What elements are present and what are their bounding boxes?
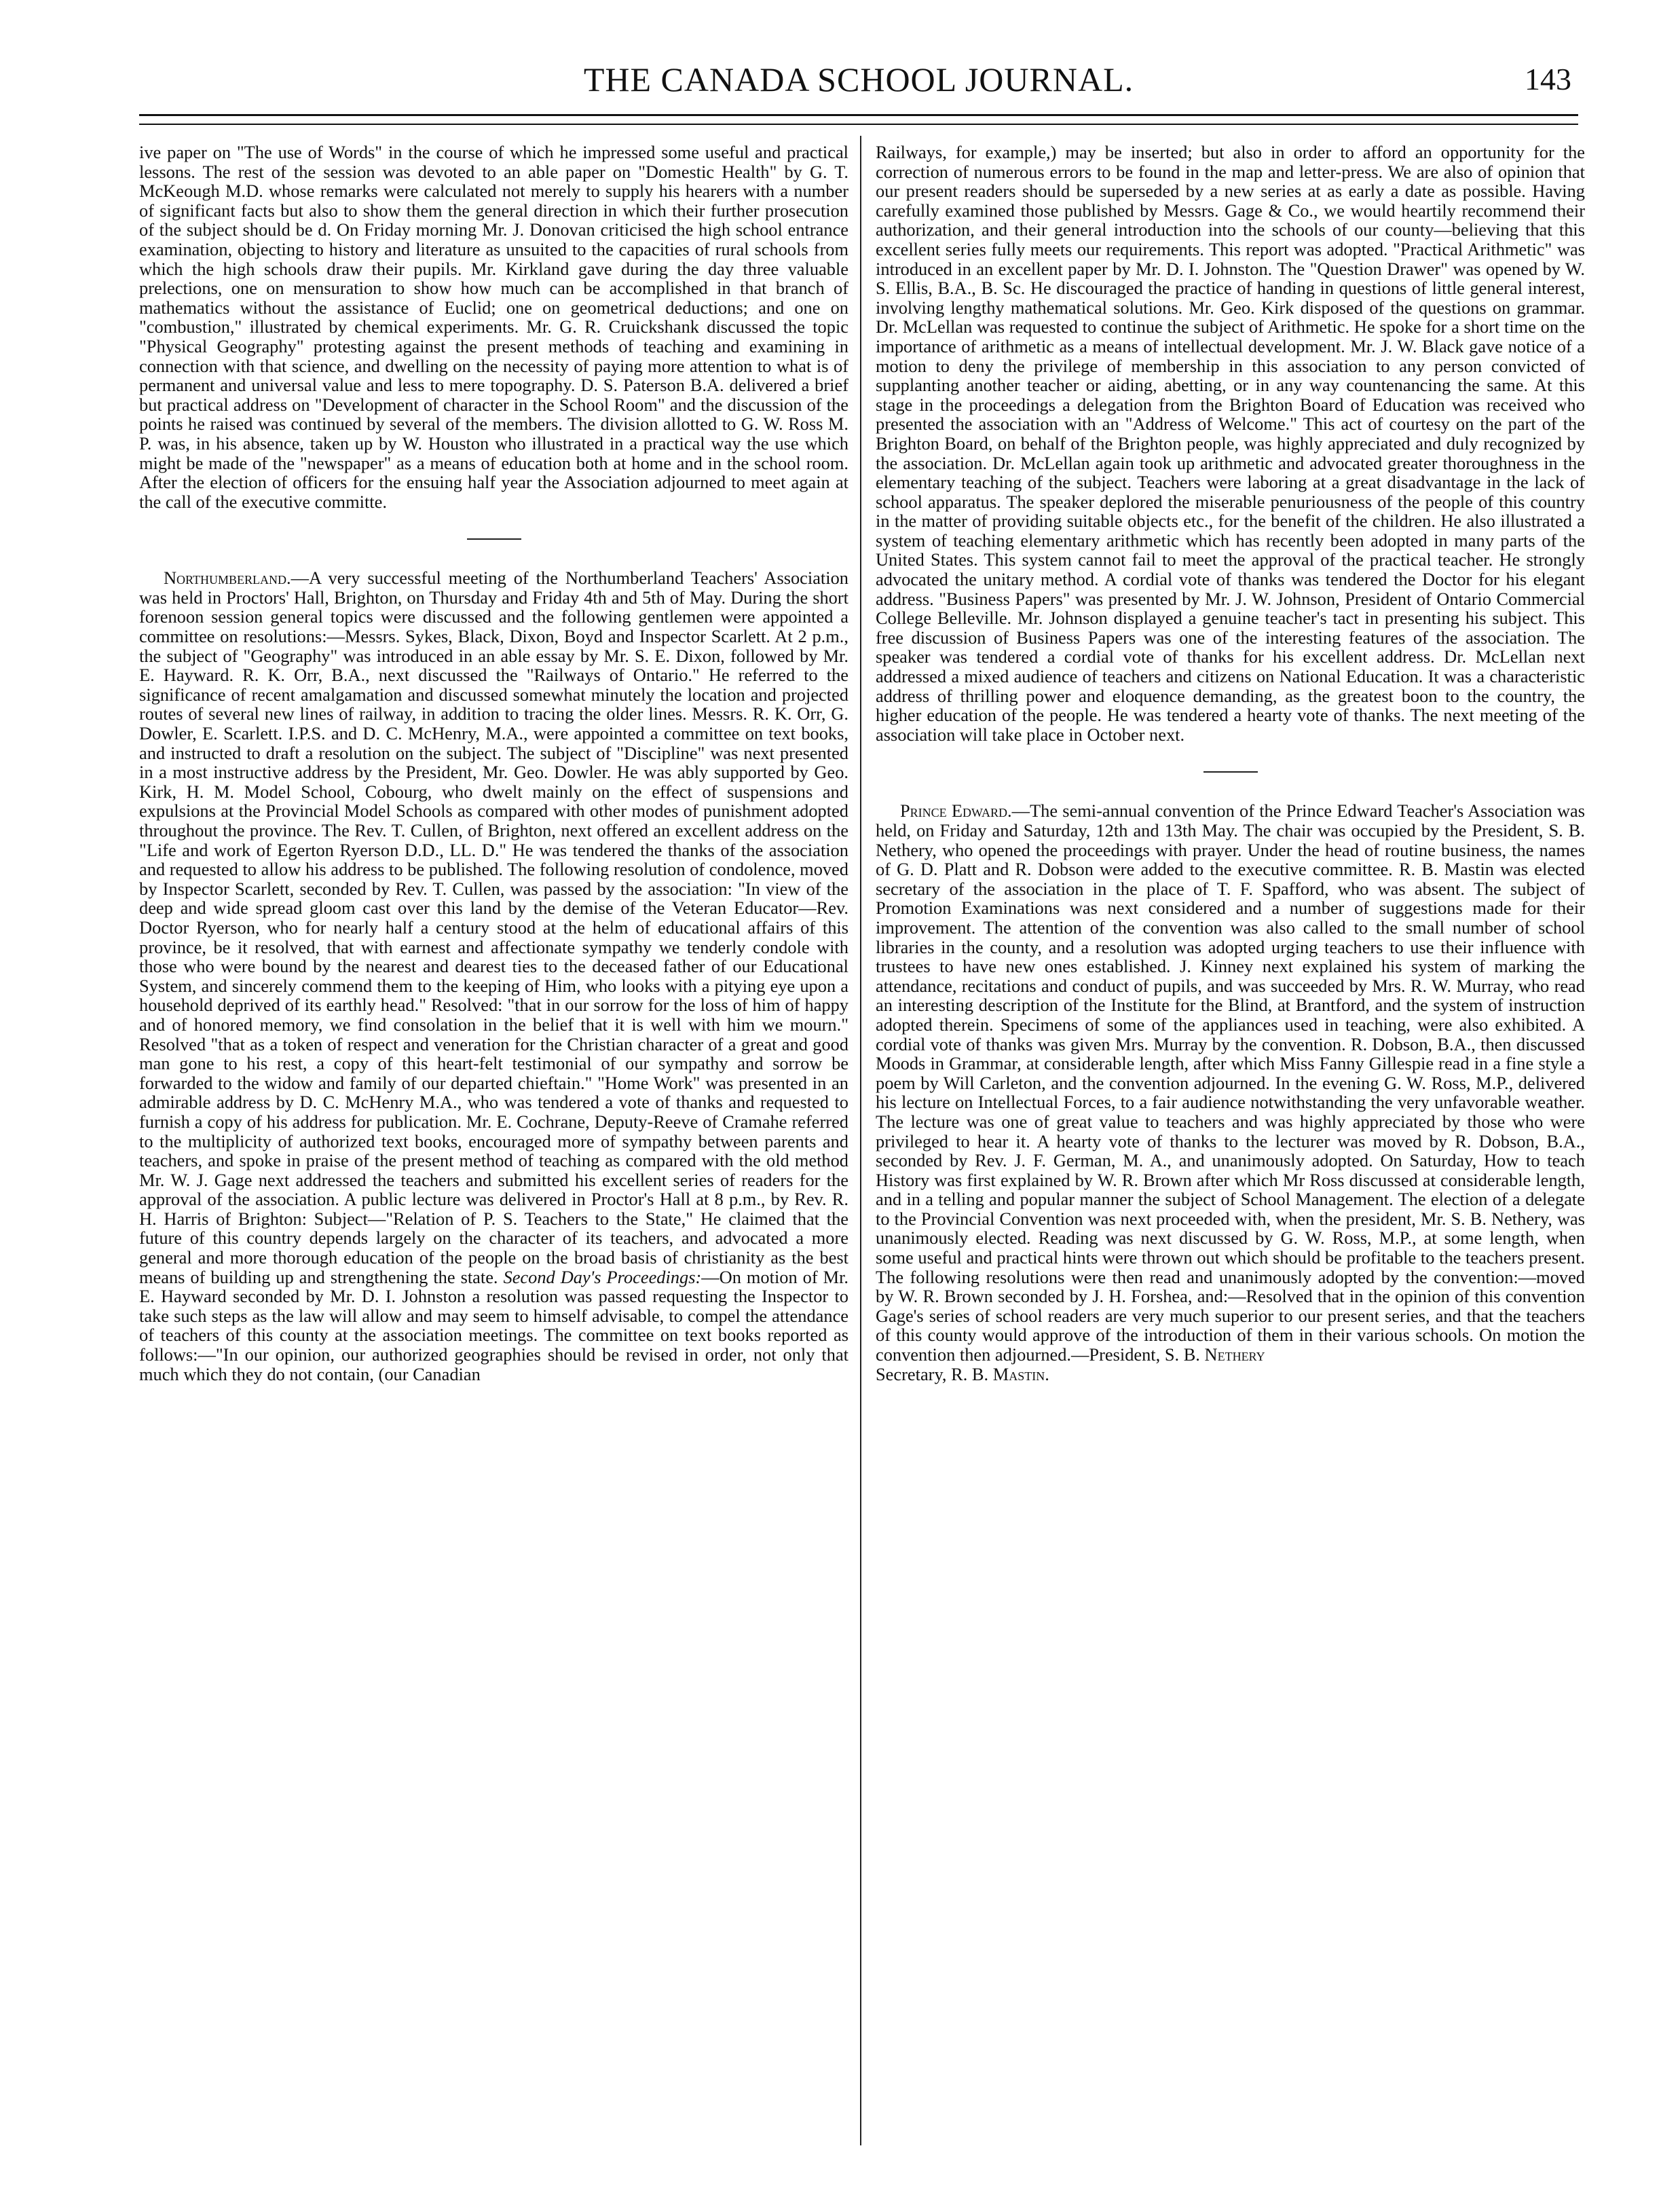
left-column xyxy=(139,143,848,2159)
journal-title: THE CANADA SCHOOL JOURNAL. xyxy=(583,60,1134,98)
header-rule xyxy=(139,114,1578,116)
page-number: 143 xyxy=(1525,62,1571,96)
section-separator-right xyxy=(1203,771,1258,773)
right-column xyxy=(876,143,1585,2159)
paragraph-text: —A very successful meeting of the Northumberland Teachers' Association was held in Proctors' Hall, Brighton, on Thursday and Friday 4th and 5th of May. During the short forenoon session general topics were discussed and the following gentlemen were appointed a committee on resolutions:—Messrs. Sykes, Black, Dixon, Boyd and Inspector Scarlett. At 2 p.m., the subject of "Geography" was introduced in an able essay by Mr. S. E. Dixon, followed by Mr. E. Hayward. R. K. Orr, B.A., next discussed the "Railways of Ontario." He referred to the significance of recent amalgamation and discussed somewhat minutely the location and projected routes of several new lines of railway, in addition to tracing the older lines. Messrs. R. K. Orr, G. Dowler, E. Scarlett. I.P.S. and D. C. McHenry, M.A., were appointed a committee on text books, and instructed to draft a resolution on the subject. The subject of "Discipline" was next presented in a most instructive address by the President, Mr. Geo. Dowler. He was ably supported by Geo. Kirk, H. M. Model School, Cobourg, who dwelt mainly on the effect of suspensions and expulsions at the Provincial Model Schools as compared with other modes of punishment adopted throughout the province. The Rev. T. Cullen, of Brighton, next offered an excellent address on the "Life and work of Egerton Ryerson D.D., LL. D." He was tendered the thanks of the association and requested to allow his address to be published. The following resolution of condolence, moved by Inspector Scarlett, seconded by Rev. T. Cullen, was passed by the association: "In view of the deep and wide spread gloom cast over this land by the demise of the Veteran Educator—Rev. Doctor Ryerson, who for nearly half a century stood at the helm of educational affairs of this province, be it resolved, that with earnest and affectionate sympathy we tenderly condole with those who were bound by the nearest and dearest ties to the deceased father of our Educational System, and sincerely commend them to the keeping of Him, who looks with a pitying eye upon a household deprived of its earthly head." Resolved: "that in our sorrow for the loss of him of happy and of honored memory, we find consolation in the belief that it is well with him we mourn." Resolved "that as a token of respect and veneration for the Christian character of a great and good man gone to his rest, a copy of this heart-felt testimonial of our sympathy and sorrow be forwarded to the widow and family of our departed chieftain." "Home Work" was presented in an admirable address by D. C. McHenry M.A., who was tendered a vote of thanks and requested to furnish a copy of his address for publication. Mr. E. Cochrane, Deputy-Reeve of Cramahe referred to the multiplicity of authorized text books, encouraged more of sympathy between parents and teachers, and spoke in praise of the present method of teaching as compared with the old method Mr. W. J. Gage next addressed the teachers and submitted his excellent series of readers for the approval of the association. A public lecture was delivered in Proctor's Hall at 8 p.m., by Rev. R. H. Harris of Brighton: Subject—"Relation of P. S. Teachers to the State," He claimed that the future of this country depends largely on the character of its teachers, and advocated a more general and more thorough education of the people on the broad basis of christianity as the best means of building up and strengthening the state. xyxy=(139,568,848,1287)
signature-secretary: Mastin. xyxy=(992,1363,1049,1384)
section-separator xyxy=(467,538,521,540)
header-rule-thin xyxy=(139,124,1578,125)
paragraph-northumberland xyxy=(139,568,848,1384)
paragraph-continued-right: Railways, for example,) may be inserted; but also in order to afford an opportunity for the correction of numerous errors to be found in the map and letter-press. We are also of opinion that our present readers should be superseded by a new series at as early a date as possible. Having carefully examined those published by Messrs. Gage & Co., we would heartily recommend their authorization, and their general introduction into the schools of our county—believing that this excellent series fully meets our requirements. This report was adopted. "Practical Arithmetic" was introduced in an excellent paper by Mr. D. I. Johnston. The "Question Drawer" was opened by W. S. Ellis, B.A., B. Sc. He discouraged the practice of handing in questions of little general interest, involving lengthy mathematical solutions. Mr. Geo. Kirk disposed of the questions on grammar. Dr. McLellan was requested to continue the subject of Arithmetic. He spoke for a short time on the importance of arithmetic as a means of intellectual development. Mr. J. W. Black gave notice of a motion to deny the privilege of membership in this association to any person convicted of supplanting another teacher or aiding, abetting, or in any way countenancing the same. At this stage in the proceedings a delegation from the Brighton Board of Education was received who presented the association with an "Address of Welcome." This act of courtesy on the part of the Brighton Board, on behalf of the Brighton people, was highly appreciated and duly recognized by the association. Dr. McLellan again took up arithmetic and advocated greater thoroughness in the elementary teaching of the subject. Teachers were laboring at a great disadvantage in the lack of school apparatus. The speaker deplored the miserable penuriousness of the people of this country in the matter of providing suitable objects etc., for the benefit of the children. He also illustrated a system of teaching elementary arithmetic which has recently been adopted in many parts of the United States. This system cannot fail to meet the approval of the practical teacher. He strongly advocated the unitary method. A cordial vote of thanks was tendered the Doctor for his elegant address. "Business Papers" was presented by Mr. J. W. Johnson, President of Ontario Commercial College Belleville. Mr. Johnson displayed a genuine teacher's tact in presenting his subject. This free discussion of Business Papers was one of the interesting features of the association. The speaker was tendered a cordial vote of thanks for his excellent address. Dr. McLellan next addressed a mixed audience of teachers and citizens on National Education. It was a characteristic address of thrilling power and eloquence demanding, as the greatest boon to the country, the higher education of the people. He was tendered a hearty vote of thanks. The next meeting of the association will take place in October next. xyxy=(876,143,1585,745)
section-heading-northumberland: Northumberland. xyxy=(164,568,291,589)
italic-phrase: Second Day's Proceedings: xyxy=(503,1266,702,1287)
column-divider xyxy=(860,136,861,2145)
signature-president: Nethery xyxy=(1204,1344,1265,1365)
paragraph-continued: ive paper on "The use of Words" in the course of which he impressed some useful and practical lessons. The rest of the session was devoted to an able paper on "Domestic Health" by G. T. McKeough M.D. whose remarks were calculated not merely to supply his hearers with a number of significant facts but also to show them the general direction in which their further prosecution of the subject should be d. On Friday morning Mr. J. Donovan criticised the high school entrance examination, objecting to history and literature as unsuited to the capacities of rural schools from which the high schools draw their pupils. Mr. Kirkland gave during the day three valuable prelections, one on mensuration to show how much can be accomplished in that branch of mathematics without the assistance of Euclid; one on geometrical deductions; and one on "combustion," illustrated by chemical experiments. Mr. G. R. Cruickshank discussed the topic "Physical Geography" protesting against the present methods of teaching and examining in connection with that science, and dwelling on the necessity of paying more attention to what is of permanent and universal value and less to mere topography. D. S. Paterson B.A. delivered a brief but practical address on "Development of character in the School Room" and the discussion of the points he raised was continued by several of the members. The division allotted to G. W. Ross M. P. was, in his absence, taken up by W. Houston who illustrated in a practical way the use which might be made of the "newspaper" as a means of education both at home and in the school room. After the election of officers for the ensuing half year the Association adjourned to meet again at the call of the executive committe. xyxy=(139,143,848,512)
section-heading-prince-edward: Prince Edward. xyxy=(900,800,1012,821)
signature-secretary-label: Secretary, R. B. xyxy=(876,1363,989,1384)
paragraph-text: —The semi-annual convention of the Prince Edward Teacher's Association was held, on Friday and Saturday, 12th and 13th May. The chair was occupied by the President, S. B. Nethery, who opened the proceedings with prayer. Under the head of routine business, the names of G. D. Platt and R. Dobson were added to the executive committee. R. B. Mastin was elected secretary of the association in the place of T. F. Spafford, who was absent. The subject of Promotion Examinations was next considered and a number of suggestions made for their improvement. The attention of the convention was also called to the small number of school libraries in the county, and a resolution was adopted urging teachers to use their influence with trustees to have new ones established. J. Kinney next explained his system of marking the attendance, recitations and conduct of pupils, and was succeeded by Mrs. R. W. Murray, who read an interesting description of the Institute for the Blind, at Brantford, and the system of instruction adopted therein. Specimens of some of the appliances used in teaching, were also exhibited. A cordial vote of thanks was given Mrs. Murray by the convention. R. Dobson, B.A., then discussed Moods in Grammar, at considerable length, after which Miss Fanny Gillespie read in a fine style a poem by Will Carleton, and the convention adjourned. In the evening G. W. Ross, M.P., delivered his lecture on Intellectual Forces, to a fair audience notwithstanding the very unfavorable weather. The lecture was one of great value to teachers and was highly appreciated by those who were privileged to hear it. A hearty vote of thanks to the lecturer was moved by R. Dobson, B.A., seconded by Rev. J. F. German, M. A., and unanimously adopted. On Saturday, How to teach History was first explained by W. R. Brown after which Mr Ross discussed at considerable length, and in a telling and popular manner the subject of School Management. The election of a delegate to the Provincial Convention was next proceeded with, when the president, Mr. S. B. Nethery, was unanimously elected. Reading was next discussed by G. W. Ross, M.P., at some length, when some useful and practical hints were thrown out which should be profitable to the teachers present. The following resolutions were then read and unanimously adopted by the convention:—moved by W. R. Brown seconded by J. H. Forshea, and:—Resolved that in the opinion of this convention Gage's series of school readers are very much superior to our present series, and that the teachers of this county would approve of the introduction of them in their various schools. On motion the convention then adjourned.—President, S. B. xyxy=(876,800,1585,1365)
paragraph-prince-edward xyxy=(876,801,1585,1384)
paragraph-text-tail: —On motion of Mr. E. Hayward seconded by Mr. D. I. Johnston a resolution was passed requesting the Inspector to take such steps as the law will allow and may seem to himself advisable, to compel the attendance of teachers of this county at the association meetings. The committee on text books reported as follows:—"In our opinion, our authorized geographies should be revised in order, not only that much which they do not contain, (our Canadian xyxy=(139,1266,848,1384)
page-header xyxy=(139,60,1578,107)
